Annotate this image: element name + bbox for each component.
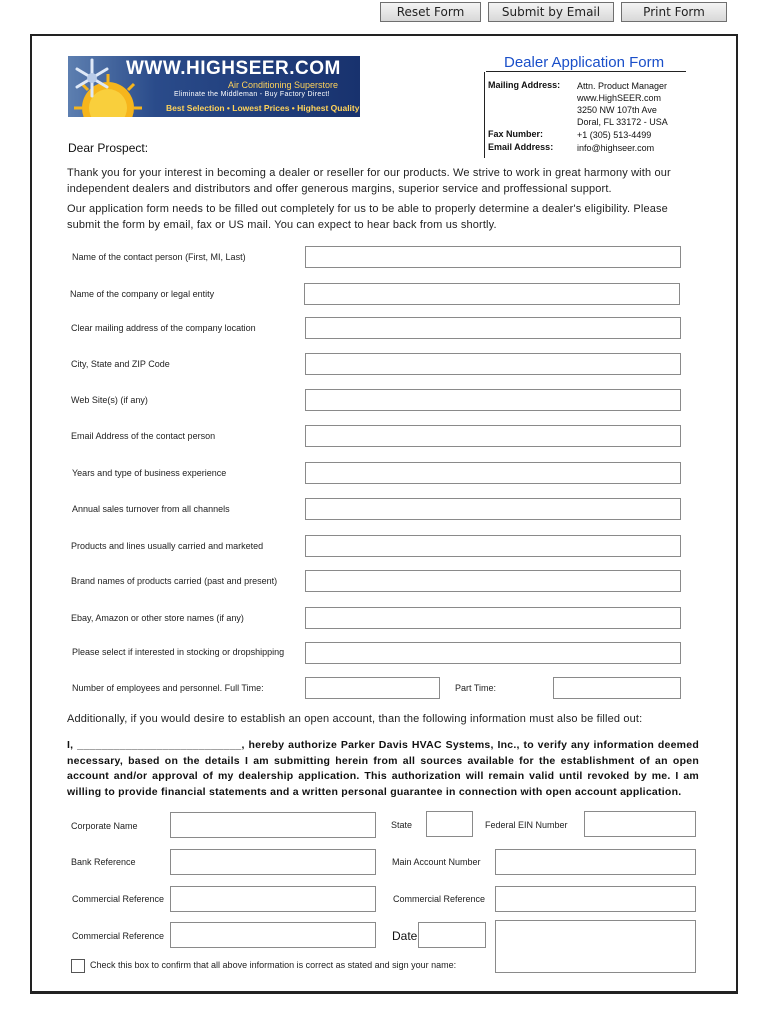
annual-sales-input[interactable] bbox=[305, 498, 681, 520]
corporate-name-input[interactable] bbox=[170, 812, 376, 838]
field-label-business-experience: Years and type of business experience bbox=[72, 468, 227, 478]
field-label-stocking-dropshipping: Please select if interested in stocking or dropshipping bbox=[72, 647, 285, 657]
full-time-input[interactable] bbox=[305, 677, 440, 699]
company-name-input[interactable] bbox=[304, 283, 680, 305]
field-label-city-state-zip: City, State and ZIP Code bbox=[71, 359, 170, 369]
commercial-reference-input-3[interactable] bbox=[170, 922, 376, 948]
contact-divider bbox=[484, 72, 485, 158]
confirm-checkbox[interactable] bbox=[71, 959, 85, 973]
commercial-reference-label-2: Commercial Reference bbox=[393, 894, 486, 904]
web-sites-input[interactable] bbox=[305, 389, 681, 411]
open-account-intro: Additionally, if you would desire to establish an open account, than the following information must also be filled out: bbox=[67, 713, 643, 725]
logo-tagline: Air Conditioning Superstore bbox=[228, 80, 339, 90]
contact-name-input[interactable] bbox=[305, 246, 681, 268]
federal-ein-label: Federal EIN Number bbox=[485, 820, 568, 830]
logo-slogan-bold: Best Selection • Lowest Prices • Highest Quality bbox=[166, 103, 360, 113]
stocking-dropshipping-select[interactable] bbox=[305, 642, 681, 664]
products-lines-input[interactable] bbox=[305, 535, 681, 557]
mailing-address-label: Mailing Address: bbox=[488, 80, 561, 90]
field-label-web-sites: Web Site(s) (if any) bbox=[71, 395, 148, 405]
mailing-line-2: www.HighSEER.com bbox=[577, 93, 662, 103]
field-label-brand-names: Brand names of products carried (past and present) bbox=[71, 576, 278, 586]
highseer-logo bbox=[68, 56, 360, 117]
logo-slogan: Eliminate the Middleman - Buy Factory Direct! bbox=[174, 91, 330, 98]
field-label-mailing-address: Clear mailing address of the company location bbox=[71, 323, 256, 333]
field-label-company-name: Name of the company or legal entity bbox=[70, 289, 215, 299]
main-account-label: Main Account Number bbox=[392, 857, 481, 867]
field-label-products-lines: Products and lines usually carried and marketed bbox=[71, 541, 264, 551]
authorization-statement: I, ___________________________, hereby authorize Parker Davis HVAC Systems, Inc., to verify any information deemed necessary, based on the details I am submitting herein from all sources available for the establishment of an open account and/or approval of my dealership application. This authorization will remain valid until revoked by me. I am willing to provide financial statements and a written personal guarantee in connection with open account application. bbox=[67, 739, 699, 798]
brand-names-input[interactable] bbox=[305, 570, 681, 592]
corporate-name-label: Corporate Name bbox=[71, 821, 138, 831]
commercial-reference-input-1[interactable] bbox=[170, 886, 376, 912]
employees-label: Number of employees and personnel. Full Time: bbox=[72, 683, 264, 693]
mailing-line-1: Attn. Product Manager bbox=[577, 81, 668, 91]
page-title: Dealer Application Form bbox=[504, 54, 665, 71]
state-label: State bbox=[391, 820, 413, 830]
mailing-address-input[interactable] bbox=[305, 317, 681, 339]
bank-reference-input[interactable] bbox=[170, 849, 376, 875]
commercial-reference-label-1: Commercial Reference bbox=[72, 894, 165, 904]
intro-paragraph-1: Thank you for your interest in becoming a dealer or reseller for our products. We strive to work in great harmony with our independent dealers and distributors and offer generous margins, superior service and proffessional support. bbox=[67, 167, 671, 195]
field-label-store-names: Ebay, Amazon or other store names (if any) bbox=[71, 613, 244, 623]
field-label-contact-name: Name of the contact person (First, MI, Last) bbox=[72, 252, 246, 262]
email-value: info@highseer.com bbox=[577, 143, 655, 153]
commercial-reference-label-3: Commercial Reference bbox=[72, 931, 165, 941]
city-state-zip-input[interactable] bbox=[305, 353, 681, 375]
part-time-input[interactable] bbox=[553, 677, 681, 699]
state-input[interactable] bbox=[426, 811, 473, 837]
mailing-line-4: Doral, FL 33172 - USA bbox=[577, 117, 668, 127]
date-label: Date bbox=[392, 929, 418, 943]
fax-value: +1 (305) 513-4499 bbox=[577, 130, 652, 140]
bank-reference-label: Bank Reference bbox=[71, 857, 136, 867]
main-account-input[interactable] bbox=[495, 849, 696, 875]
signature-box[interactable] bbox=[495, 920, 696, 973]
confirm-label: Check this box to confirm that all above information is correct as stated and sign your name: bbox=[90, 960, 457, 970]
submit-by-email-button[interactable]: Submit by Email bbox=[488, 2, 614, 22]
store-names-input[interactable] bbox=[305, 607, 681, 629]
greeting: Dear Prospect: bbox=[68, 141, 149, 155]
commercial-reference-input-2[interactable] bbox=[495, 886, 696, 912]
fax-label: Fax Number: bbox=[488, 129, 544, 139]
mailing-line-3: 3250 NW 107th Ave bbox=[577, 105, 657, 115]
field-label-annual-sales: Annual sales turnover from all channels bbox=[72, 504, 230, 514]
business-experience-input[interactable] bbox=[305, 462, 681, 484]
part-time-label: Part Time: bbox=[455, 683, 497, 693]
logo-url-text: WWW.HIGHSEER.COM bbox=[126, 58, 341, 79]
date-input[interactable] bbox=[418, 922, 486, 948]
federal-ein-input[interactable] bbox=[584, 811, 696, 837]
intro-paragraph-2: Our application form needs to be filled out completely for us to be able to properly determine a dealer's eligibility. Please submit the form by email, fax or US mail. You can expect to hear back from us shortly. bbox=[67, 203, 668, 231]
reset-form-button[interactable]: Reset Form bbox=[380, 2, 481, 22]
field-label-contact-email: Email Address of the contact person bbox=[71, 431, 216, 441]
email-label: Email Address: bbox=[488, 142, 554, 152]
contact-email-input[interactable] bbox=[305, 425, 681, 447]
print-form-button[interactable]: Print Form bbox=[621, 2, 727, 22]
